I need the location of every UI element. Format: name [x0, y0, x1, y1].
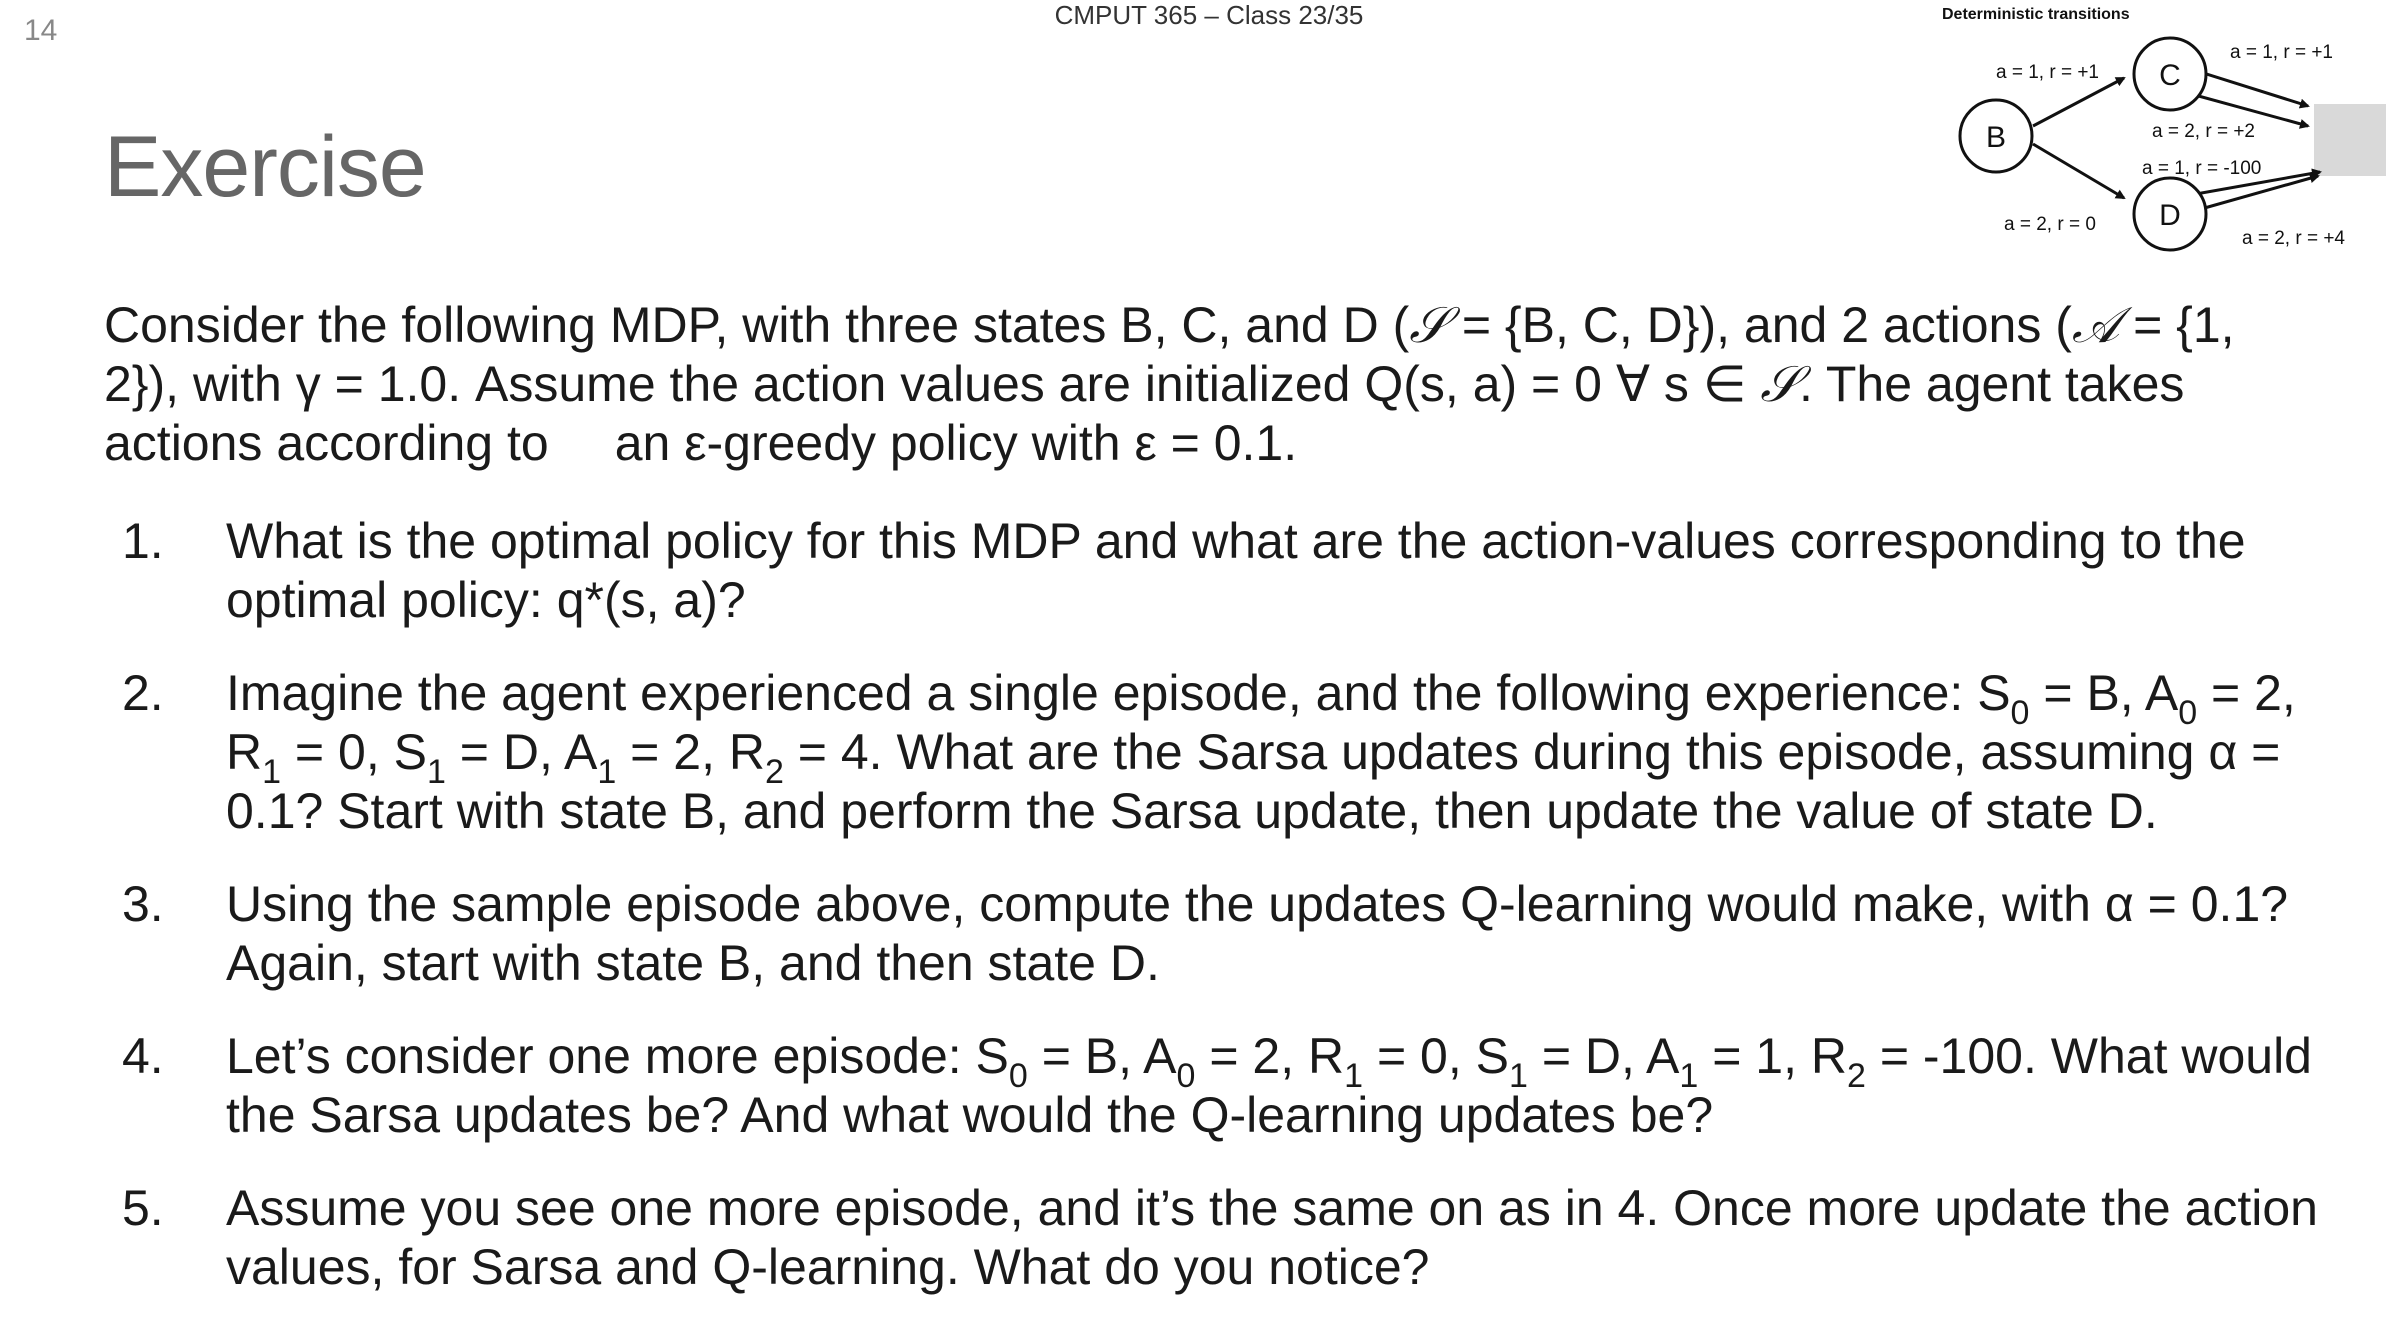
question-text: = 2, R: [1195, 1028, 1345, 1084]
question-text: = 0, S: [1363, 1028, 1509, 1084]
subscript: 2: [1847, 1057, 1866, 1095]
question-text: Imagine the agent experienced a single episode, and the following experience: S: [226, 665, 2011, 721]
edge-label-b-d: a = 2, r = 0: [2004, 214, 2096, 235]
question-number: 1.: [122, 513, 164, 569]
intro-text-3: = {1, 2}), with γ = 1.0. Assume the action values are initialized Q(s, a) = 0 ∀ s ∈: [104, 297, 2235, 412]
edge-label-c-a2: a = 2, r = +2: [2152, 121, 2255, 142]
question-1: [104, 512, 2324, 630]
intro-text-4: . The agent takes actions according to: [104, 356, 2185, 471]
subscript: 0: [1008, 1057, 1028, 1095]
edge-label-d-a2: a = 2, r = +4: [2242, 228, 2345, 249]
slide-number: 14: [24, 14, 58, 47]
state-set-symbol-2: 𝒮: [1760, 355, 1799, 413]
page-title: Exercise: [104, 119, 426, 215]
state-b-label: B: [1985, 121, 2007, 154]
question-5: [104, 1179, 2324, 1297]
question-list: [104, 512, 2324, 1331]
question-number: 4.: [122, 1028, 164, 1084]
question-text: Using the sample episode above, compute the updates Q-learning would make, with α = 0.1? Again, start with state B, and then state D.: [226, 876, 2289, 991]
subscript: 1: [597, 753, 617, 791]
question-text: = D, A: [445, 724, 598, 780]
edge-label-d-a1: a = 1, r = -100: [2142, 158, 2262, 179]
subscript: 0: [2178, 694, 2198, 732]
question-number: 2.: [122, 665, 164, 721]
subscript: 1: [262, 753, 282, 791]
question-text: = 2, R: [226, 665, 2296, 780]
edge-label-c-a1: a = 1, r = +1: [2230, 42, 2333, 63]
state-c-label: C: [2159, 59, 2181, 92]
question-text: = 1, R: [1698, 1028, 1847, 1084]
subscript: 0: [1176, 1057, 1196, 1095]
course-header-text: CMPUT 365 – Class 23/35: [1054, 0, 1364, 30]
intro-text-2: = {B, C, D}), and 2 actions (: [1447, 297, 2072, 353]
state-d-label: D: [2159, 199, 2181, 232]
question-number: 3.: [122, 876, 164, 932]
question-text: = -100. What would the Sarsa updates be? And what would the Q-learning updates be?: [226, 1028, 2312, 1143]
question-text: Let’s consider one more episode: S: [226, 1028, 1009, 1084]
question-text: = B, A: [1027, 1028, 1177, 1084]
question-3: [104, 875, 2324, 993]
state-set-symbol: 𝒮: [1409, 296, 1448, 354]
action-set-symbol: 𝒜: [2071, 296, 2120, 354]
edge-label-b-c: a = 1, r = +1: [1996, 62, 2099, 83]
edge-b-d: [2033, 144, 2124, 198]
subscript: 2: [764, 753, 784, 791]
question-4: [104, 1027, 2324, 1145]
intro-text-1: Consider the following MDP, with three states B, C, and D (: [104, 297, 1410, 353]
question-text: = 0, S: [281, 724, 427, 780]
question-text: = B, A: [2029, 665, 2179, 721]
subscript: 1: [1509, 1057, 1528, 1095]
edge-b-c: [2033, 78, 2124, 126]
subscript: 1: [1679, 1057, 1699, 1095]
question-text: Assume you see one more episode, and it’s the same on as in 4. Once more update the action values, for Sarsa and Q-learning. What do you notice?: [226, 1180, 2318, 1295]
question-text: = 2, R: [616, 724, 765, 780]
intro-paragraph: [104, 296, 2294, 473]
subscript: 0: [2010, 694, 2030, 732]
subscript: 1: [1344, 1057, 1364, 1095]
question-text: = 4. What are the Sarsa updates during this episode, assuming α = 0.1? Start with state B, and perform the Sarsa update, then update the value of state D.: [226, 724, 2281, 839]
mdp-diagram: [1940, 0, 2388, 260]
question-2: [104, 664, 2324, 841]
terminal-state: [2314, 104, 2386, 176]
question-text: = D, A: [1527, 1028, 1680, 1084]
diagram-title: Deterministic transitions: [1942, 6, 2130, 23]
intro-text-5: an ε-greedy policy with ε = 0.1.: [614, 415, 1298, 471]
subscript: 1: [426, 753, 446, 791]
question-text: What is the optimal policy for this MDP and what are the action-values corresponding to the optimal policy: q*(s, a)?: [226, 513, 2246, 628]
question-number: 5.: [122, 1180, 164, 1236]
